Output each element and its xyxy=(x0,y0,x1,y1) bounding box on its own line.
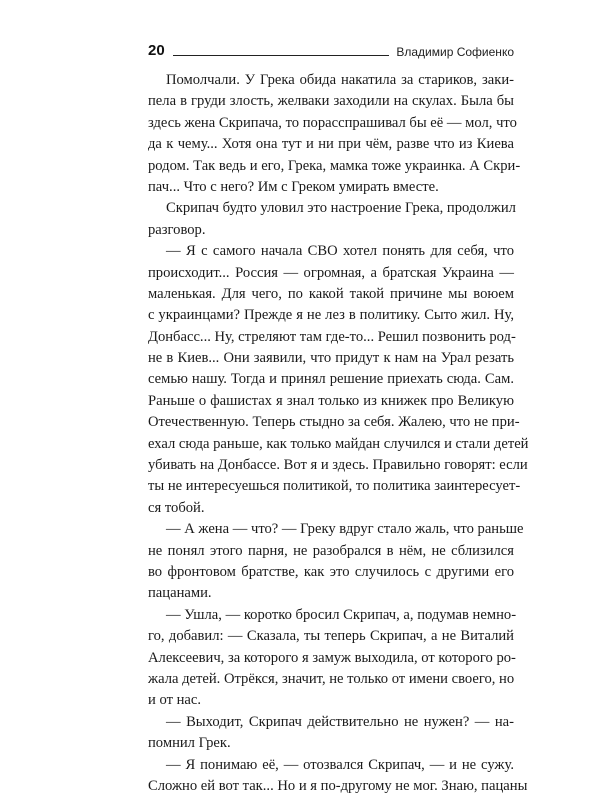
running-head-author: Владимир Софиенко xyxy=(396,45,514,59)
text-line: жала детей. Отрёкся, значит, не только от имени своего, но xyxy=(148,670,515,687)
text-line: пела в груди злость, желваки заходили на скулах. Была бы xyxy=(148,93,514,110)
text-line: разговор. xyxy=(148,221,206,238)
text-line: и от нас. xyxy=(148,692,202,709)
text-line: Донбасс... Ну, стреляют там где-то... Решил позвонить род- xyxy=(148,328,516,345)
header-rule xyxy=(173,55,390,56)
text-line: да к чему... Хотя она тут и ни при чём, разве что из Киева xyxy=(148,136,514,153)
text-line: — А жена — что? — Греку вдруг стало жаль, что раньше xyxy=(166,521,524,538)
text-line: ты не интересуешься политикой, то политика заинтересует- xyxy=(148,478,521,495)
text-line: го, добавил: — Сказала, ты теперь Скрипач, а не Виталий xyxy=(148,628,514,645)
text-line: — Выходит, Скрипач действительно не нужен? — на- xyxy=(166,713,514,730)
text-line: не в Киев... Они заявили, что придут к нам на Урал резать xyxy=(148,350,514,367)
text-line: — Ушла, — коротко бросил Скрипач, а, подумав немно- xyxy=(166,606,517,623)
text-line: убивать на Донбассе. Вот я и здесь. Правильно говорят: если xyxy=(148,457,528,474)
text-line: здесь жена Скрипача, то порасспрашивал бы её — мол, что xyxy=(148,114,517,131)
text-line: Алексеевич, за которого я замуж выходила, от которого ро- xyxy=(148,649,516,666)
text-line: маленькая. Для чего, по какой такой причине мы воюем xyxy=(148,285,514,302)
text-line: Отечественную. Теперь стыдно за себя. Жалею, что не при- xyxy=(148,414,520,431)
text-line: семью нашу. Тогда и принял решение приехать сюда. Сам. xyxy=(148,371,514,388)
text-line: Раньше о фашистах я знал только из книжек про Великую xyxy=(148,392,514,409)
text-line: ся тобой. xyxy=(148,499,205,516)
text-line: пацанами. xyxy=(148,585,212,602)
text-line: пач... Что с него? Им с Греком умирать вместе. xyxy=(148,178,439,195)
text-line: ехал сюда раньше, как только майдан случился и стали детей xyxy=(148,435,529,452)
page-number: 20 xyxy=(148,42,165,59)
text-line: с украинцами? Прежде я не лез в политику. Сыто жил. Ну, xyxy=(148,307,514,324)
text-line: происходит... Россия — огромная, а братская Украина — xyxy=(148,264,514,281)
text-line: — Я понимаю её, — отозвался Скрипач, — и не сужу. xyxy=(166,756,514,773)
text-line: Скрипач будто уловил это настроение Грека, продолжил xyxy=(166,200,516,217)
text-line: во фронтовом братстве, как это случилось с другими его xyxy=(148,563,514,580)
text-line: родом. Так ведь и его, Грека, мамка тоже украинка. А Скри- xyxy=(148,157,521,174)
text-line: Помолчали. У Грека обида накатила за стариков, заки- xyxy=(166,72,514,88)
text-line: не понял этого парня, не разобрался в нём, не сблизился xyxy=(148,542,514,559)
body-text xyxy=(148,70,529,797)
text-line: помнил Грек. xyxy=(148,735,231,752)
text-line: — Я с самого начала СВО хотел понять для себя, что xyxy=(166,243,514,260)
text-line: Сложно ей вот так... Но и я по-другому не мог. Знаю, пацаны xyxy=(148,777,528,794)
page-header xyxy=(148,38,514,60)
